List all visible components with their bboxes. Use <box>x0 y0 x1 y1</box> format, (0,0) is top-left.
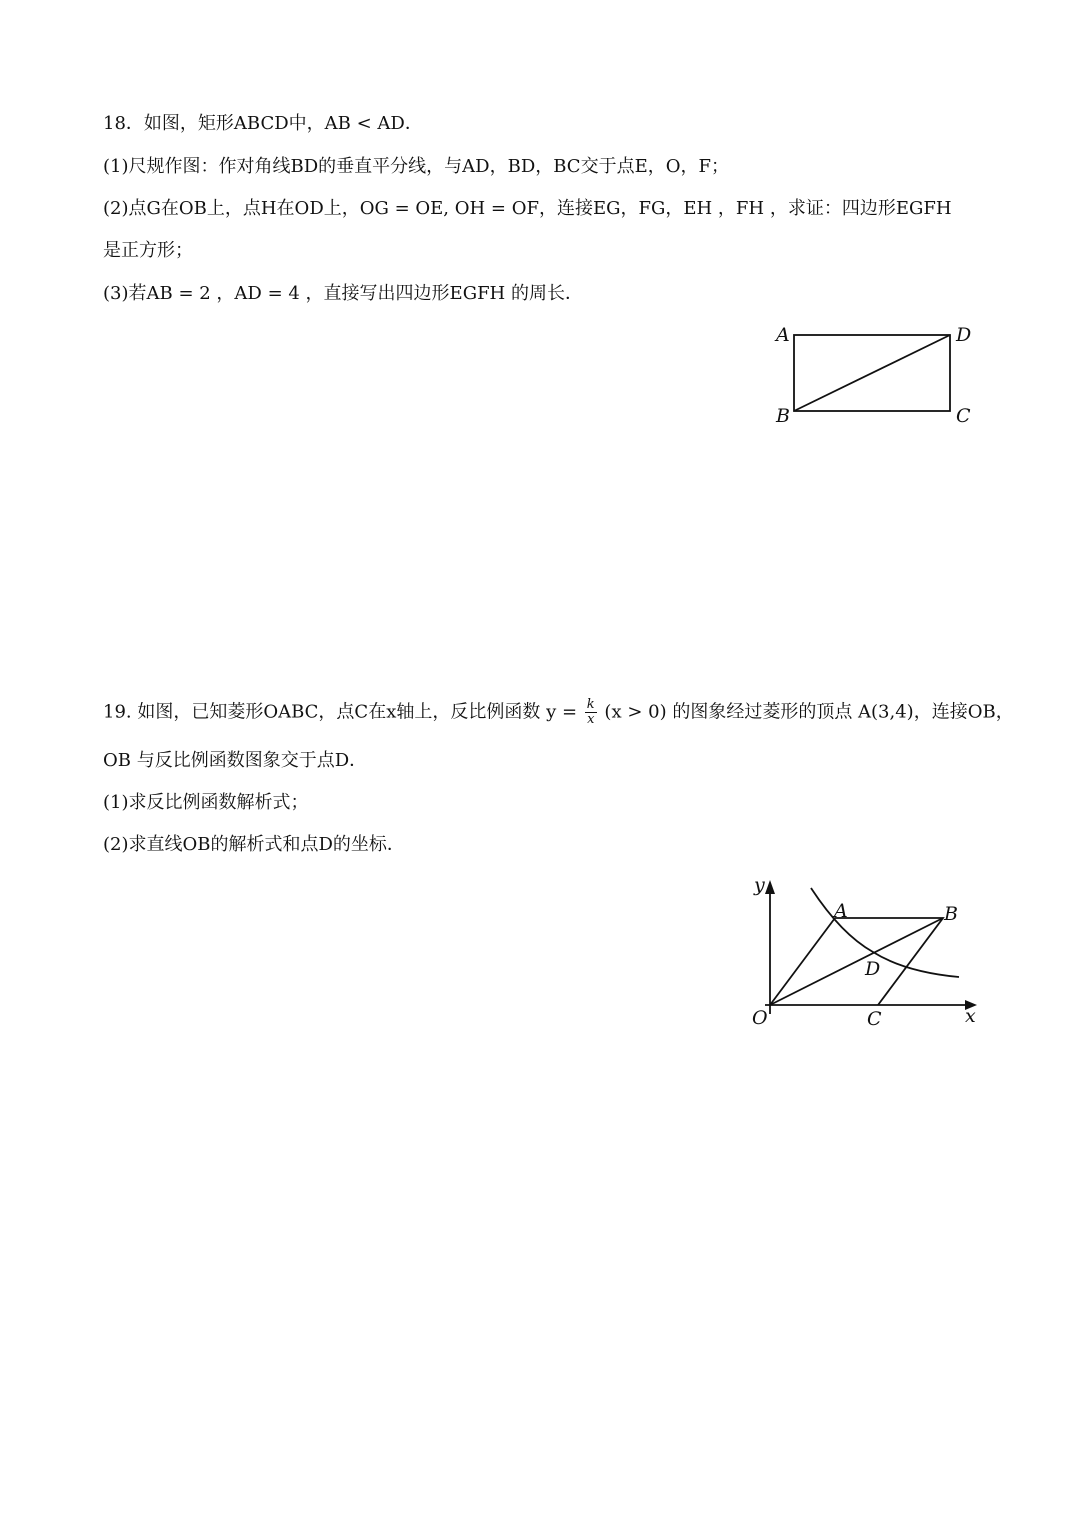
label-b: B <box>944 903 958 925</box>
label-d: D <box>956 324 972 346</box>
q18-rectangle-figure <box>760 318 990 430</box>
q18-part3: (3)若AB = 2 ，AD = 4 ，直接写出四边形EGFH 的周长． <box>103 283 583 304</box>
q19-part1: (1)求反比例函数解析式； <box>103 792 309 813</box>
q19-stem-after: (x > 0) 的图象经过菱形的顶点 A(3,4)，连接OB， <box>604 701 1014 723</box>
label-b: B <box>776 405 790 427</box>
q19-stem-cont: OB 与反比例函数图象交于点D． <box>103 750 368 771</box>
q19-rhombus-figure <box>745 872 985 1032</box>
q18-stem: 18．如图，矩形ABCD中，AB < AD． <box>103 113 423 134</box>
label-o: O <box>752 1007 768 1029</box>
diagonal-bd <box>794 335 950 411</box>
label-y: y <box>754 874 765 896</box>
segment-ob <box>770 918 943 1005</box>
q18-part2-cont: 是正方形； <box>103 240 193 261</box>
label-d: D <box>865 958 881 980</box>
fraction-numerator: k <box>586 697 595 712</box>
label-c: C <box>956 405 971 427</box>
label-c: C <box>867 1008 882 1030</box>
y-axis-arrow-icon <box>765 880 775 894</box>
fraction-k-over-x <box>585 698 597 727</box>
label-a: A <box>776 324 790 346</box>
fraction-denominator: x <box>587 712 595 727</box>
q18-part2: (2)点G在OB上，点H在OD上，OG = OE, OH = OF，连接EG，FG，EH ，FH ，求证：四边形EGFH <box>103 198 952 219</box>
label-x: x <box>965 1005 976 1027</box>
q19-stem-before: 19. 如图，已知菱形OABC，点C在x轴上，反比例函数 y = <box>103 701 578 723</box>
q19-part2: (2)求直线OB的解析式和点D的坐标． <box>103 834 405 855</box>
label-a: A <box>834 900 848 922</box>
q19-stem <box>103 698 1014 727</box>
q18-part1: (1)尺规作图：作对角线BD的垂直平分线，与AD，BD，BC交于点E，O，F； <box>103 156 729 177</box>
